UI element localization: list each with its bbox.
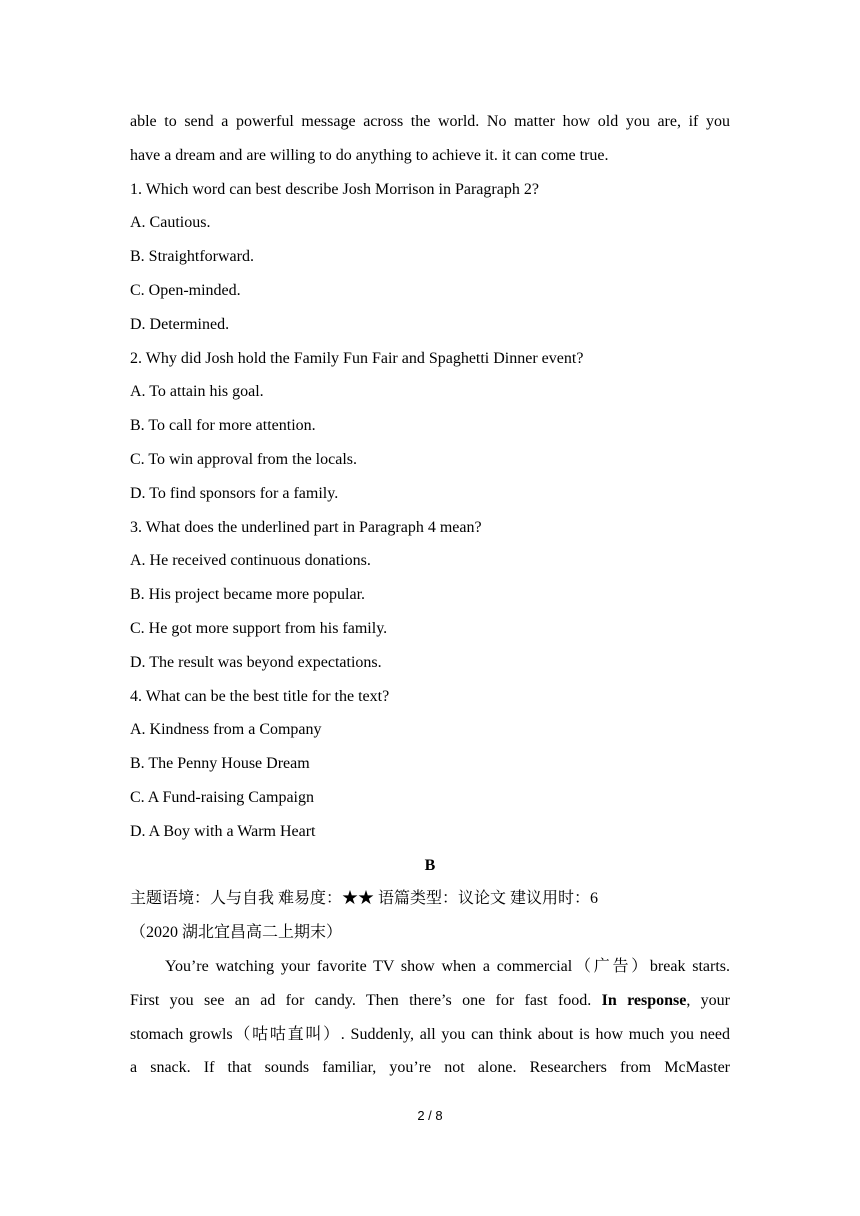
answer-option: B. Straightforward. [130, 248, 254, 266]
question-stem: 4. What can be the best title for the text? [130, 687, 390, 705]
answer-option: D. Determined. [130, 315, 230, 333]
answer-option: C. To win approval from the locals. [130, 450, 357, 468]
page-content [130, 105, 730, 1085]
answer-option: B. To call for more attention. [130, 417, 316, 435]
answer-option: C. Open-minded. [130, 281, 241, 299]
answer-option: A. Kindness from a Company [130, 721, 322, 739]
answer-option: D. To find sponsors for a family. [130, 484, 339, 502]
answer-option: B. His project became more popular. [130, 586, 366, 604]
question-stem: 1. Which word can best describe Josh Morrison in Paragraph 2? [130, 180, 539, 198]
paragraph-text: , your [686, 991, 731, 1009]
question-stem: 2. Why did Josh hold the Family Fun Fair and Spaghetti Dinner event? [130, 349, 584, 367]
paragraph-text: First you see an ad for candy. Then there’s one for fast food. [130, 991, 602, 1009]
paragraph-line: stomach growls（咕咕直叫）. Suddenly, all you can think about is how much you need [130, 1025, 730, 1043]
answer-option: A. To attain his goal. [130, 383, 264, 401]
paragraph-line: You’re watching your favorite TV show when a commercial（广告）break starts. [165, 957, 730, 975]
paragraph-line [130, 984, 730, 1018]
answer-option: A. He received continuous donations. [130, 552, 371, 570]
page-indicator: 2 / 8 [417, 1108, 443, 1123]
answer-option: D. A Boy with a Warm Heart [130, 822, 316, 840]
passage-line: able to send a powerful message across the world. No matter how old you are, if you [130, 113, 730, 130]
answer-option: D. The result was beyond expectations. [130, 653, 382, 671]
answer-option: A. Cautious. [130, 214, 211, 232]
bold-phrase: In response [601, 991, 687, 1009]
paragraph-line: a snack. If that sounds familiar, you’re not alone. Researchers from McMaster [130, 1059, 730, 1077]
answer-option: C. He got more support from his family. [130, 619, 388, 637]
passage-line: have a dream and are willing to do anything to achieve it. it can come true. [130, 146, 609, 164]
section-heading: B [424, 856, 436, 874]
section-source: （2020 湖北宜昌高二上期末） [130, 924, 343, 942]
question-stem: 3. What does the underlined part in Paragraph 4 mean? [130, 518, 482, 536]
answer-option: B. The Penny House Dream [130, 755, 310, 773]
answer-option: C. A Fund-raising Campaign [130, 788, 314, 806]
section-meta: 主题语境：人与自我 难易度：★★ 语篇类型：议论文 建议用时：6 [130, 890, 599, 908]
